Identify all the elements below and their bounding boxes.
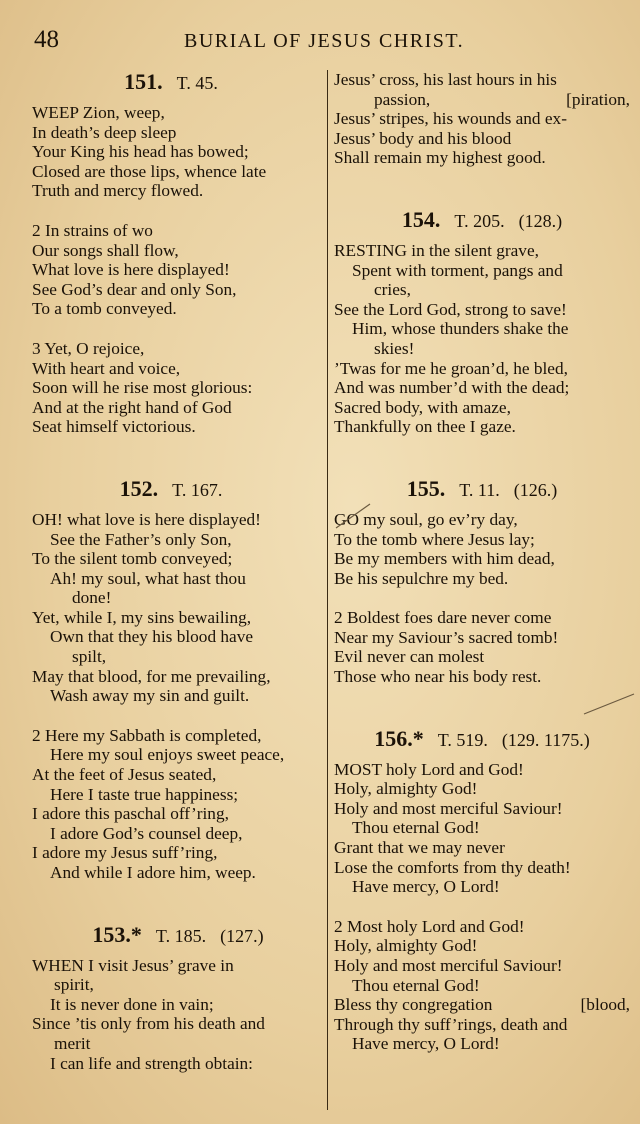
- tune-number: T. 11.: [459, 479, 500, 500]
- verse-line: Holy, almighty God!: [334, 779, 478, 799]
- hymn-153: [32, 923, 324, 1074]
- stanza-3: [32, 339, 324, 437]
- verse-line: It is never done in vain;: [50, 994, 214, 1014]
- stanza-1: [334, 510, 630, 588]
- verse-line: Thankfully on thee I gaze.: [334, 417, 516, 437]
- tune-number: T. 519.: [437, 729, 488, 750]
- verse-line: To the silent tomb conveyed;: [32, 549, 233, 569]
- verse-line: Our songs shall flow,: [32, 240, 179, 260]
- stanza-2: [334, 917, 630, 1054]
- verse-line: Here my soul enjoys sweet peace,: [50, 745, 285, 765]
- verse-line: Jesus’ body and his blood: [334, 128, 512, 148]
- hymn-153-continuation: [334, 70, 630, 168]
- verse-line: See the Lord God, strong to save!: [334, 299, 567, 319]
- pencil-mark-left: [334, 500, 374, 530]
- hymn-heading: [32, 923, 324, 948]
- verse-line: Be my members with him dead,: [334, 549, 555, 569]
- cross-reference: (126.): [513, 479, 558, 500]
- verse-line: Own that they his blood have: [50, 627, 254, 647]
- verse-line: Thou eternal God!: [352, 975, 480, 995]
- verse-line: Spent with torment, pangs and: [352, 260, 563, 280]
- pencil-mark-right: [582, 690, 638, 720]
- left-column: [32, 70, 324, 1093]
- verse-line: At the feet of Jesus seated,: [32, 765, 217, 785]
- verse-line: Through thy suff’rings, death and: [334, 1014, 568, 1034]
- verse-line: I can life and strength obtain:: [50, 1053, 253, 1073]
- verse-line: Your King his head has bowed;: [32, 142, 249, 162]
- verse-line: RESTING in the silent grave,: [334, 240, 539, 260]
- cross-reference: (127.): [220, 925, 264, 946]
- verse-line: I adore God’s counsel deep,: [50, 823, 243, 843]
- hymn-152: [32, 477, 324, 883]
- verse-line: May that blood, for me prevailing,: [32, 666, 271, 686]
- hymn-number: 152.: [119, 475, 159, 501]
- verse-line: Soon will he rise most glorious:: [32, 378, 253, 398]
- right-column: [334, 70, 630, 1074]
- tune-number: T. 185.: [155, 925, 207, 946]
- verse-line: Evil never can molest: [334, 647, 485, 667]
- verse-line: Holy, almighty God!: [334, 936, 478, 956]
- verse-line: Since ’tis only from his death and: [32, 1014, 265, 1034]
- verse-line: Yet, while I, my sins bewailing,: [32, 607, 252, 627]
- verse-line: See the Father’s only Son,: [50, 529, 232, 549]
- cross-reference: (129. 1175.): [501, 729, 590, 750]
- stanza-1: [32, 510, 324, 706]
- tune-number: T. 205.: [454, 210, 505, 231]
- verse-line: And at the right hand of God: [32, 397, 232, 417]
- verse-line: Shall remain my highest good.: [334, 148, 546, 168]
- stanza-2: [334, 608, 630, 686]
- verse-line: And while I adore him, weep.: [50, 863, 256, 882]
- tune-number: T. 167.: [172, 479, 223, 500]
- verse-line: Those who near his body rest.: [334, 667, 542, 687]
- hymn-number: 153.*: [92, 921, 142, 947]
- verse-line: spirit,: [54, 975, 94, 995]
- verse-line: I adore this paschal off’ring,: [32, 804, 229, 824]
- stanza-1: [32, 103, 324, 201]
- verse-line: GO my soul, go ev’ry day,: [334, 509, 518, 529]
- verse-line: passion,: [374, 89, 431, 109]
- hymn-number: 151.: [124, 69, 163, 94]
- verse-line: Truth and mercy flowed.: [32, 181, 204, 201]
- verse-line: See God’s dear and only Son,: [32, 279, 237, 299]
- hymn-heading: [32, 477, 324, 502]
- verse-line: spilt,: [72, 647, 107, 667]
- hymn-151: [32, 70, 324, 437]
- verse-line: Be his sepulchre my bed.: [334, 568, 509, 588]
- hymn-154: [334, 208, 630, 437]
- turnover-fragment: [piration,: [566, 89, 630, 109]
- verse-line: Jesus’ cross, his last hours in his: [334, 70, 557, 89]
- hymn-heading: [32, 70, 324, 95]
- verse-line: Lose the comforts from thy death!: [334, 857, 571, 877]
- hymn-heading: [334, 727, 630, 752]
- verse-line: I adore my Jesus suff’ring,: [32, 843, 218, 863]
- hymn-156: [334, 727, 630, 1054]
- column-rule: [327, 70, 328, 1110]
- verse-line: done!: [72, 588, 112, 608]
- stanza-2: [32, 221, 324, 319]
- verse-line: ’Twas for me he groan’d, he bled,: [334, 358, 568, 378]
- verse-line: Jesus’ stripes, his wounds and ex-: [334, 109, 567, 129]
- verse-line: Ah! my soul, what hast thou: [50, 568, 246, 588]
- verse-line: WHEN I visit Jesus’ grave in: [32, 955, 234, 975]
- stanza-1: [334, 760, 630, 897]
- verse-line: Thou eternal God!: [352, 818, 480, 838]
- verse-line: In death’s deep sleep: [32, 122, 177, 142]
- verse-line: With heart and voice,: [32, 358, 181, 378]
- verse-line: Near my Saviour’s sacred tomb!: [334, 627, 559, 647]
- verse-line: skies!: [374, 338, 415, 358]
- verse-line: 3 Yet, O rejoice,: [32, 338, 145, 358]
- verse-line: Holy and most merciful Saviour!: [334, 956, 563, 975]
- hymn-heading: [334, 208, 630, 233]
- verse-line: 2 Here my Sabbath is completed,: [32, 725, 262, 745]
- verse-line: WEEP Zion, weep,: [32, 103, 165, 122]
- verse-line: Him, whose thunders shake the: [352, 319, 569, 339]
- verse-line: 2 Most holy Lord and God!: [334, 916, 525, 936]
- verse-line: To a tomb conveyed.: [32, 299, 177, 319]
- page-header: [34, 26, 620, 58]
- page-number: 48: [34, 26, 59, 53]
- verse-line: Have mercy, O Lord!: [352, 1034, 500, 1054]
- hymn-number: 154.: [401, 206, 441, 232]
- verse-line: Grant that we may never: [334, 838, 505, 858]
- turnover-fragment: [blood,: [580, 995, 630, 1015]
- stanza-1: [334, 241, 630, 437]
- verse-line: Bless thy congregation: [334, 995, 493, 1015]
- verse-line: What love is here displayed!: [32, 260, 230, 280]
- verse-line: Have mercy, O Lord!: [352, 877, 500, 897]
- verse-line: Sacred body, with amaze,: [334, 397, 511, 417]
- verse-line: OH! what love is here displayed!: [32, 509, 261, 529]
- verse-line-split: [334, 90, 630, 110]
- stanza-2: [32, 726, 324, 883]
- verse-line: 2 Boldest foes dare never come: [334, 608, 552, 628]
- verse-line: And was number’d with the dead;: [334, 378, 570, 398]
- verse-line: 2 In strains of wo: [32, 220, 153, 240]
- tune-number: T. 45.: [176, 73, 218, 93]
- verse-line: merit: [54, 1033, 91, 1053]
- verse-line-split: [334, 995, 630, 1015]
- cross-reference: (128.): [518, 210, 563, 231]
- hymn-number: 156.*: [374, 725, 424, 751]
- running-title: BURIAL OF JESUS CHRIST.: [184, 30, 465, 52]
- stanza-1: [32, 956, 324, 1074]
- hymn-heading: [334, 477, 630, 502]
- hymn-155: [334, 477, 630, 687]
- verse-line: Here I taste true happiness;: [50, 784, 239, 804]
- verse-line: Seat himself victorious.: [32, 417, 196, 437]
- verse-line: To the tomb where Jesus lay;: [334, 529, 535, 549]
- verse-line: MOST holy Lord and God!: [334, 759, 524, 779]
- verse-line: Wash away my sin and guilt.: [50, 686, 250, 706]
- verse-line: Holy and most merciful Saviour!: [334, 798, 563, 818]
- verse-line: cries,: [374, 280, 411, 300]
- hymn-number: 155.: [406, 475, 446, 501]
- verse-line: Closed are those lips, whence late: [32, 161, 267, 181]
